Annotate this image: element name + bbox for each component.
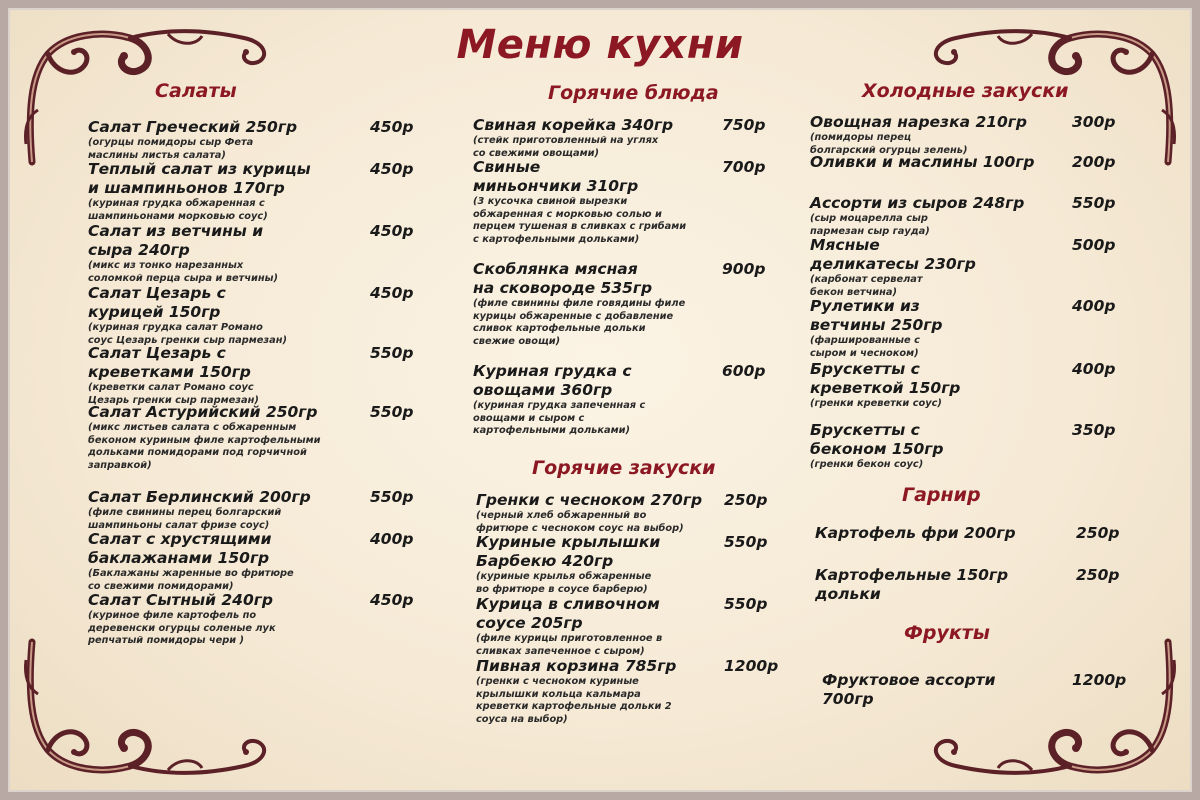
item-description: (филе свинины филе говядины филе курицы обжаренные с добавление сливок картофельные дольки свежие овощи) — [473, 298, 686, 347]
menu-item — [88, 222, 278, 285]
item-price: 550р — [370, 403, 414, 421]
menu-item — [476, 595, 662, 658]
menu-item — [88, 530, 294, 593]
item-name: Ассорти из сыров 248гр — [810, 194, 1025, 212]
item-name: Оливки и маслины 100гр — [810, 153, 1035, 171]
item-name: Брускетты с креветкой 150гр — [810, 360, 961, 397]
item-description: (гренки бекон соус) — [810, 459, 924, 470]
menu-item — [810, 113, 1027, 157]
item-description: (куриная грудка обжаренная с шампиньонами морковью соус) — [88, 198, 268, 222]
menu-item — [473, 158, 686, 246]
item-description: (гренки креветки соус) — [810, 398, 942, 409]
item-price: 400р — [1072, 360, 1116, 378]
item-description: (огурцы помидоры сыр Фета маслины листья салата) — [88, 137, 254, 161]
menu-item — [88, 488, 311, 532]
item-price: 450р — [370, 284, 414, 302]
menu-item — [88, 591, 276, 648]
item-name: Картофельные 150гр дольки — [815, 566, 1009, 603]
item-price: 250р — [1076, 566, 1120, 584]
item-name: Рулетики из ветчины 250гр — [810, 297, 943, 334]
item-price: 450р — [370, 118, 414, 136]
section-title-fruits: Фрукты — [904, 622, 990, 644]
item-name: Овощная нарезка 210гр — [810, 113, 1027, 131]
item-price: 250р — [724, 491, 768, 509]
item-price: 200р — [1072, 153, 1116, 171]
menu-item — [88, 160, 311, 223]
item-name: Картофель фри 200гр — [815, 524, 1016, 542]
item-description: (филе свинины перец болгарский шампиньоны салат фризе соус) — [88, 507, 282, 531]
menu-item — [815, 566, 1008, 604]
item-name: Салат Цезарь с курицей 150гр — [88, 284, 226, 321]
item-price: 400р — [1072, 297, 1116, 315]
item-name: Салат из ветчины и сыра 240гр — [88, 222, 264, 259]
menu-item — [810, 360, 960, 411]
menu-item — [476, 533, 660, 596]
item-name: Салат Сытный 240гр — [88, 591, 273, 609]
menu-item — [88, 284, 287, 347]
item-price: 1200р — [724, 657, 779, 675]
section-title-salads: Салаты — [155, 80, 237, 102]
menu-item — [810, 421, 943, 472]
item-description: (куриные крылья обжаренные во фритюре в соусе барберю) — [476, 571, 652, 595]
item-price: 300р — [1072, 113, 1116, 131]
menu-item — [810, 236, 976, 299]
menu-item — [88, 118, 297, 162]
menu-item — [88, 344, 259, 407]
item-price: 450р — [370, 160, 414, 178]
section-title-cold: Холодные закуски — [862, 80, 1069, 102]
item-description: (куриная грудка салат Романо соус Цезарь гренки сыр пармезан) — [88, 322, 287, 346]
menu-item — [815, 524, 1016, 543]
item-name: Свиная корейка 340гр — [473, 116, 674, 134]
item-price: 900р — [722, 260, 766, 278]
item-price: 550р — [724, 533, 768, 551]
item-description: (филе курицы приготовленное в сливках запеченное с сыром) — [476, 633, 663, 657]
item-name: Салат Астурийский 250гр — [88, 403, 318, 421]
item-price: 550р — [1072, 194, 1116, 212]
item-description: (куриная грудка запеченная с овощами и сыром с картофельными дольками) — [473, 400, 646, 437]
menu-item — [473, 260, 685, 348]
item-description: (микс листьев салата с обжаренным беконом куриным филе картофельными дольками помидорами под горчичной заправкой) — [88, 422, 321, 471]
item-name: Скоблянка мясная на сковороде 535гр — [473, 260, 653, 297]
menu-item — [473, 362, 645, 438]
menu-item — [473, 116, 673, 160]
item-name: Брускетты с беконом 150гр — [810, 421, 944, 458]
item-name: Фруктовое ассорти 700гр — [822, 671, 996, 708]
item-description: (стейк приготовленный на углях со свежими овощами) — [473, 135, 659, 159]
item-name: Салат с хрустящими баклажанами 150гр — [88, 530, 272, 567]
menu-item — [810, 153, 1034, 172]
menu-item — [810, 297, 942, 360]
item-price: 500р — [1072, 236, 1116, 254]
item-price: 550р — [370, 344, 414, 362]
item-description: (помидоры перец болгарский огурцы зелень) — [810, 132, 968, 156]
item-description: (сыр моцарелла сыр пармезан сыр гауда) — [810, 213, 930, 237]
section-title-hot: Горячие блюда — [548, 82, 719, 104]
item-description: (черный хлеб обжаренный во фритюре с чесноком соус на выбор) — [476, 510, 684, 534]
item-description: (креветки салат Романо соус Цезарь гренки сыр пармезан) — [88, 382, 259, 406]
item-name: Гренки с чесноком 270гр — [476, 491, 703, 509]
menu-item — [476, 491, 702, 535]
menu-item — [476, 657, 676, 726]
section-title-hot_snacks: Горячие закуски — [532, 457, 716, 479]
item-price: 250р — [1076, 524, 1120, 542]
item-name: Курица в сливочном соусе 205гр — [476, 595, 660, 632]
item-name: Пивная корзина 785гр — [476, 657, 677, 675]
item-name: Салат Греческий 250гр — [88, 118, 298, 136]
item-description: (фаршированные с сыром и чесноком) — [810, 335, 920, 359]
item-price: 550р — [724, 595, 768, 613]
section-title-garnish: Гарнир — [902, 484, 981, 506]
item-description: (карбонат сервелат бекон ветчина) — [810, 274, 923, 298]
item-price: 350р — [1072, 421, 1116, 439]
item-description: (куриное филе картофель по деревенски огурцы соленые лук репчатый помидоры чери ) — [88, 610, 276, 647]
item-name: Куриная грудка с овощами 360гр — [473, 362, 632, 399]
item-name: Салат Цезарь с креветками 150гр — [88, 344, 251, 381]
item-price: 1200р — [1072, 671, 1127, 689]
item-price: 400р — [370, 530, 414, 548]
menu-title: Меню кухни — [456, 22, 744, 68]
item-price: 450р — [370, 222, 414, 240]
item-price: 550р — [370, 488, 414, 506]
item-description: (3 кусочка свиной вырезки обжаренная с морковью солью и перцем тушеная в сливках с грибами с картофельными дольками) — [473, 196, 687, 245]
item-description: (микс из тонко нарезанных соломкой перца сыра и ветчины) — [88, 260, 279, 284]
item-name: Мясные деликатесы 230гр — [810, 236, 976, 273]
item-name: Теплый салат из курицы и шампиньонов 170гр — [88, 160, 311, 197]
item-price: 700р — [722, 158, 766, 176]
item-description: (Баклажаны жаренные во фритюре со свежими помидорами) — [88, 568, 294, 592]
item-description: (гренки с чесноком куриные крылышки кольца кальмара креветки картофельные дольки 2 соуса на выбор) — [476, 676, 672, 725]
item-price: 750р — [722, 116, 766, 134]
item-price: 600р — [722, 362, 766, 380]
item-name: Свиные миньончики 310гр — [473, 158, 639, 195]
menu-item — [822, 671, 996, 709]
corner-ornament-bottom-left — [18, 630, 298, 780]
item-price: 450р — [370, 591, 414, 609]
item-name: Салат Берлинский 200гр — [88, 488, 311, 506]
item-name: Куриные крылышки Барбекю 420гр — [476, 533, 661, 570]
menu-item — [88, 403, 320, 472]
menu-item — [810, 194, 1024, 238]
